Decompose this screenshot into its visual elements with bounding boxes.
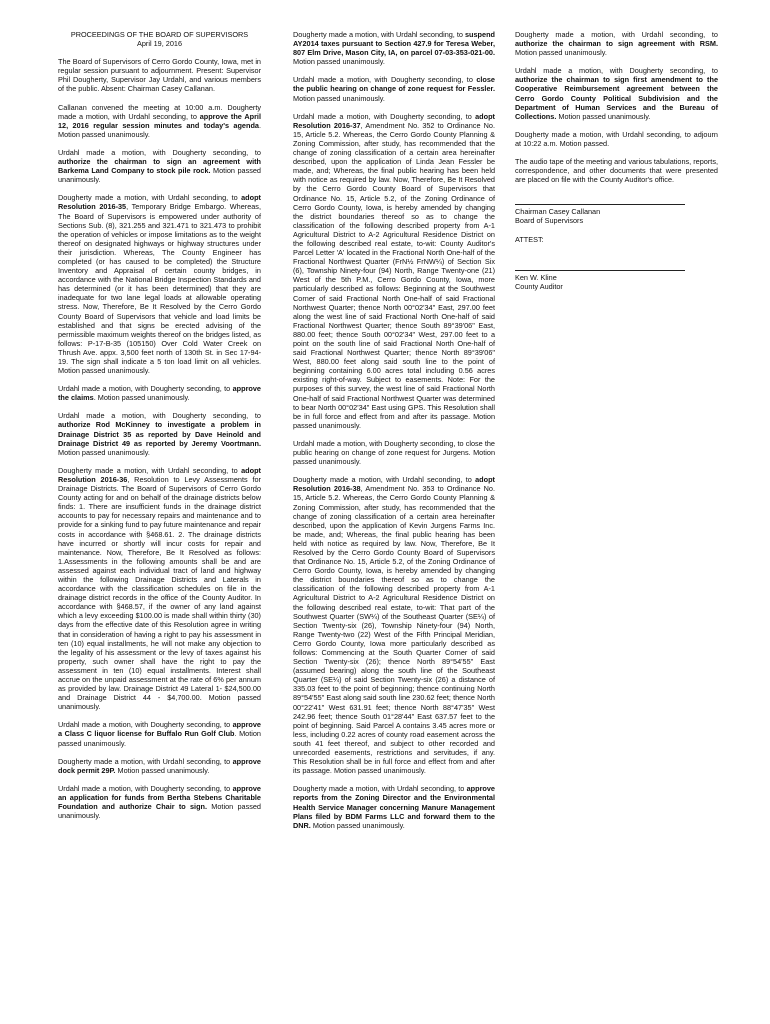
paragraph-text: Urdahl made a motion, with Dougherty seconding, to [515,66,718,76]
minutes-paragraph [58,384,261,402]
paragraph-text: Urdahl made a motion, with Dougherty seconding, to [58,147,261,157]
motion-action-text: approve a Class C liquor license for Buffalo Run Golf Club [58,720,261,739]
paragraph-text: Dougherty made a motion, with Urdahl seconding, to [58,193,242,203]
minutes-paragraph [515,30,718,57]
column-2 [293,30,495,839]
paragraph-text: Urdahl made a motion, with Dougherty seconding, to [58,384,233,394]
motion-action-text: authorize the chairman to sign first amendment to the Cooperative Reimbursement agreement between the Cerro Gordo County Political Subdivision and the Department of Human Services and the Bureau of Collections. [515,75,718,121]
paragraph-text: Dougherty made a motion, with Urdahl seconding, to [58,756,233,766]
paragraph-text: Motion passed unanimously. [293,57,385,67]
column-1-body [58,57,261,820]
signature-block [515,204,718,290]
document-title: PROCEEDINGS OF THE BOARD OF SUPERVISORS [70,30,249,39]
minutes-paragraph [58,466,261,712]
paragraph-text: Dougherty made a motion, with Urdahl seconding, to [293,30,465,39]
auditor-name: Ken W. Kline [515,272,557,282]
column-3 [515,30,718,291]
minutes-paragraph [58,148,261,184]
meeting-date: April 19, 2016 [136,39,183,49]
paragraph-text: Dougherty made a motion, with Urdahl seconding, to [293,784,467,794]
minutes-paragraph [293,112,495,430]
motion-action-text: authorize the chairman to sign agreement with RSM. [515,39,718,49]
motion-action-text: adopt Resolution 2016-35 [58,193,261,212]
minutes-paragraph [58,57,261,93]
paragraph-text: , Amendment No. 353 to Ordinance No. 15, Article 5.2. Whereas, the Cerro Gordo County Planning & Zoning Commission, after study, has recommended that the change of zoning classification of a certain area hereinafter described, upon the application of Kevin Jurgens Farms Inc. be made, and; Whereas, the final public hearing has been held with notice as required by law. Now, Therefore, Be It Resolved by the Cerro Gordo County Board of Supervisors that Ordinance No. 15, Article 5.2, of the Zoning Ordinance of Cerro Gordo County, Iowa, is hereby amended by changing the district boundaries thereof so as to change the classification of the following described property from A-1 Agricultural District to A-2 Agricultural Residence District on the following described real estate, to-wit: That part of the Southwest Quarter (SW¼) of the Southeast Quarter (SE¼) of Section Twenty-six (26), Township Ninety-four (94) North, Range Twenty-two (22) West of the Fifth Principal Meridian, Cerro Gordo County, Iowa more particularly described as follows: Commencing at the South Quarter Corner of said Section Twenty-six (26); thence North 89°54'55" East (assumed bearing) along the south line of the Southeast Quarter (SE¼) of said Section Twenty-six (26) a distance of 335.03 feet to the point of beginning; thence continuing North 89°54'55" East along said south line 230.62 feet; thence North 00°22'41" West 631.91 feet; thence North 88°47'35" West 242.96 feet; thence South 01°28'44" East 637.57 feet to the point of beginning. Said Parcel A contains 3.45 acres more or less, including 0.22 acres of county road easement across the south 41 feet thereof, and subject to other recorded and unrecorded easements, restrictions and servitudes, if any. This Resolution shall be in full force and effect from and after its passage. Motion passed unanimously. [293,484,495,776]
paragraph-text: . Motion passed unanimously. [93,393,190,403]
paragraph-text: Dougherty made a motion, with Urdahl seconding, to [515,30,718,39]
motion-action-text: close the public hearing on change of zone request for Fessler. [293,75,495,94]
paragraph-text: Motion passed unanimously. [556,111,651,121]
motion-action-text: adopt Resolution 2016-38 [293,475,495,494]
column-2-body [293,30,495,830]
paragraph-text: Dougherty made a motion, with Urdahl seconding, to [293,475,476,485]
paragraph-text: The Board of Supervisors of Cerro Gordo County, Iowa, met in regular session pursuant to adjournment. Present: Supervisor Phil Dougherty, Supervisor Jay Urdahl, and various members of the public. Absent: Chairman Casey Callanan. [58,57,261,94]
attest-label: ATTEST: [515,234,544,244]
motion-action-text: approve dock permit 29P. [58,756,261,775]
paragraph-text: Urdahl made a motion, with Dougherty seconding, to [58,411,261,421]
minutes-paragraph [58,103,261,139]
paragraph-text: Urdahl made a motion, with Dougherty seconding, to close the public hearing on change of zone request for Jurgens. Motion passed unanimously. [293,438,495,467]
paragraph-text: Motion passed unanimously. [310,820,405,830]
chair-name: Chairman Casey Callanan [515,207,601,217]
minutes-paragraph [293,75,495,102]
motion-action-text: approve reports from the Zoning Director and the Environmental Health Service Manager concerning Manure Management Plans filed by BDM Farms LLC and forward them to the DNR. [293,784,495,830]
minutes-paragraph [58,411,261,456]
paragraph-text: Motion passed unanimously. [58,802,261,821]
minutes-paragraph [293,475,495,775]
chair-signature-line [515,204,685,205]
auditor-signature-line [515,270,685,271]
paragraph-text: Callanan convened the meeting at 10:00 a.m. Dougherty made a motion, with Urdahl seconding, to [58,102,261,121]
minutes-paragraph [515,66,718,121]
paragraph-text: Urdahl made a motion, with Dougherty seconding, to [293,111,476,121]
motion-action-text: approve the claims [58,384,261,403]
paragraph-text: Motion passed unanimously. [58,166,261,185]
minutes-paragraph [293,30,495,66]
minutes-paragraph [58,784,261,820]
minutes-paragraph [58,757,261,775]
column-1 [58,30,261,829]
paragraph-text: Dougherty made a motion, with Urdahl seconding, to adjourn at 10:22 a.m. Motion passed. [515,129,718,148]
paragraph-text: Urdahl made a motion, with Dougherty seconding, to [58,783,233,793]
paragraph-text: The audio tape of the meeting and various tabulations, reports, correspondence, and other documents that were presented are placed on file with the County Auditor's office. [515,157,718,185]
minutes-paragraph [293,439,495,466]
paragraph-text: , Temporary Bridge Embargo. Whereas, The Board of Supervisors is empowered under authority of Sections Sub. (8), 321.255 and 321.471 to 321.473 to prohibit the operation of vehicles or impose limitations as to the weight thereof on designated highways or highway structures under their jurisdiction. Whereas, The County Engineer has completed (or has caused to be completed) the Structure Inventory and Appraisal of certain county bridges, in accordance with the National Bridge Inspection Standards and has determined (or it has been determined) that they are inadequate for two lane legal loads at allowable operating stress. Now, Therefore, Be It Resolved by the Cerro Gordo County Board of Supervisors that vehicle and load limits be established and that signs be erected advising of the permissible maximum weights thereof on the bridges listed, as follows: P-17-B-35 (105150) Over Cold Water Creek on Thrush Ave. appx. 3,500 feet north of 130th St. in Sec 17-94-19. The sign shall indicate a 5 ton load limit on all vehicles. Motion passed unanimously. [58,202,261,376]
minutes-paragraph [515,130,718,148]
motion-action-text: approve an application for funds from Bertha Stebens Charitable Foundation and authorize Chair to sign. [58,783,261,812]
minutes-paragraph [293,784,495,829]
document-header [58,30,261,48]
chair-title: Board of Supervisors [515,216,584,226]
minutes-paragraph [58,193,261,375]
column-3-body [515,30,718,184]
paragraph-text: . Motion passed unanimously. [58,120,261,139]
paragraph-text: . Motion passed unanimously. [58,729,261,748]
paragraph-text: Motion passed unanimously. [293,93,385,103]
minutes-paragraph [515,157,718,184]
auditor-title: County Auditor [515,281,563,291]
motion-action-text: authorize the chairman to sign an agreement with Barkema Land Company to stock pile rock. [58,157,261,176]
paragraph-text: Urdahl made a motion, with Dougherty seconding, to [58,720,233,730]
paragraph-text: Dougherty made a motion, with Urdahl seconding, to [58,465,242,475]
paragraph-text: , Resolution to Levy Assessments for Drainage Districts. The Board of Supervisors of Cerro Gordo County acting for and on behalf of the drainage districts below finds: 1. There are insufficient funds in the drainage district accounts to pay for necessary repairs and maintenance and to provide for a sinking fund to pay future maintenance and repair costs in accordance with §468.61. 2. The drainage districts have incurred or shortly will incur costs for repair and maintenance. Now, Therefore, Be It Resolved as follows: 1.Assessments in the following amounts shall be and are assessed against each individual tract of land and highway within the following Drainage Districts and Laterals in accordance with the classification schedules on file in the drainage district records in the office of the County Auditor. In accordance with §468.57, if the owner of any land against which a levy exceeding $100.00 is made shall within thirty (30) days from the effective date of this Resolution agree in writing that in consideration of having a right to pay his assessment in ten (10) equal installments, he will not make any objection to the legality of his assessment or the levy of taxes against his property, such owner shall have the right to pay the assessment in ten (10) equal installments. Interest shall accrue on the unpaid assessment at the rate of 6% per annum as provided by law. Drainage District 49 Lateral 1- $24,500.00 and Drainage District 44 - $4,700.00. Motion passed unanimously. [58,474,261,712]
paragraph-text: Motion passed unanimously. [58,447,150,457]
motion-action-text: suspend AY2014 taxes pursuant to Section 427.9 for Teresa Weber, 807 Elm Drive, Mason City, IA, on parcel 07-03-353-021-00. [293,30,495,58]
paragraph-text: , Amendment No. 352 to Ordinance No. 15, Article 5.2. Whereas, the Cerro Gordo County Planning & Zoning Commission, after study, has recommended that the change of zoning classification of a certain area hereinafter described, upon the application of Linda Jean Fessler be made, and; Whereas, the final public hearing has been held with notice as required by law. Now, Therefore, Be It Resolved by the Cerro Gordo County Board of Supervisors that Ordinance No. 15, Article 5.2, of the Zoning Ordinance of Cerro Gordo County, Iowa, is hereby amended by changing the district boundaries thereof so as to change the classification of the following described property from A-1 Agricultural District to A-2 Agricultural Residence District on the following described real estate, to-wit: County Auditor's Parcel Letter 'A' located in the Fractional North One-half of the Fractional Northwest Quarter (FrN½ FrNW¼) of Section Six (6), Township Ninety-four (94) North, Range Twenty-one (21) West of the 5th P.M., Cerro Gordo County, Iowa, more particularly described as follows: Beginning at the Southwest Corner of said Fractional North One-half of said Fractional Northwest Quarter; thence North 00°02'34" East, 297.00 feet along the west line of said Fractional North One-half of said Fractional Northwest Quarter; thence South 89°39'06" East, 880.00 feet; thence South 00°02'34" West, 297.00 feet to a point on the south line of said Fractional North One-half of said Fractional Northwest Quarter; thence North 89°39'06" West, 880.00 feet along said south line to the point of beginning containing 6.00 acres total including 0.56 acres existing right-of-way. Subject to easements. Note: For the purposes of this survey, the west line of said Fractional North One-half of said Fractional Northwest Quarter was determined to bear North 00°02'34" East using GPS. This Resolution shall be in full force and effect from and after its passage. Motion passed unanimously. [293,120,495,430]
paragraph-text: Motion passed unanimously. [115,765,210,775]
paragraph-text: Motion passed unanimously. [515,48,607,58]
minutes-paragraph [58,720,261,747]
motion-action-text: adopt Resolution 2016-36 [58,465,261,484]
motion-action-text: authorize Rod McKinney to investigate a problem in Drainage District 35 as reported by Dave Heinold and Drainage District 49 as reported by Jeremy Voortmann. [58,420,261,448]
motion-action-text: adopt Resolution 2016-37 [293,111,495,130]
motion-action-text: approve the April 12, 2016 regular session minutes and today's agenda [58,111,261,130]
paragraph-text: Urdahl made a motion, with Dougherty seconding, to [293,75,477,85]
